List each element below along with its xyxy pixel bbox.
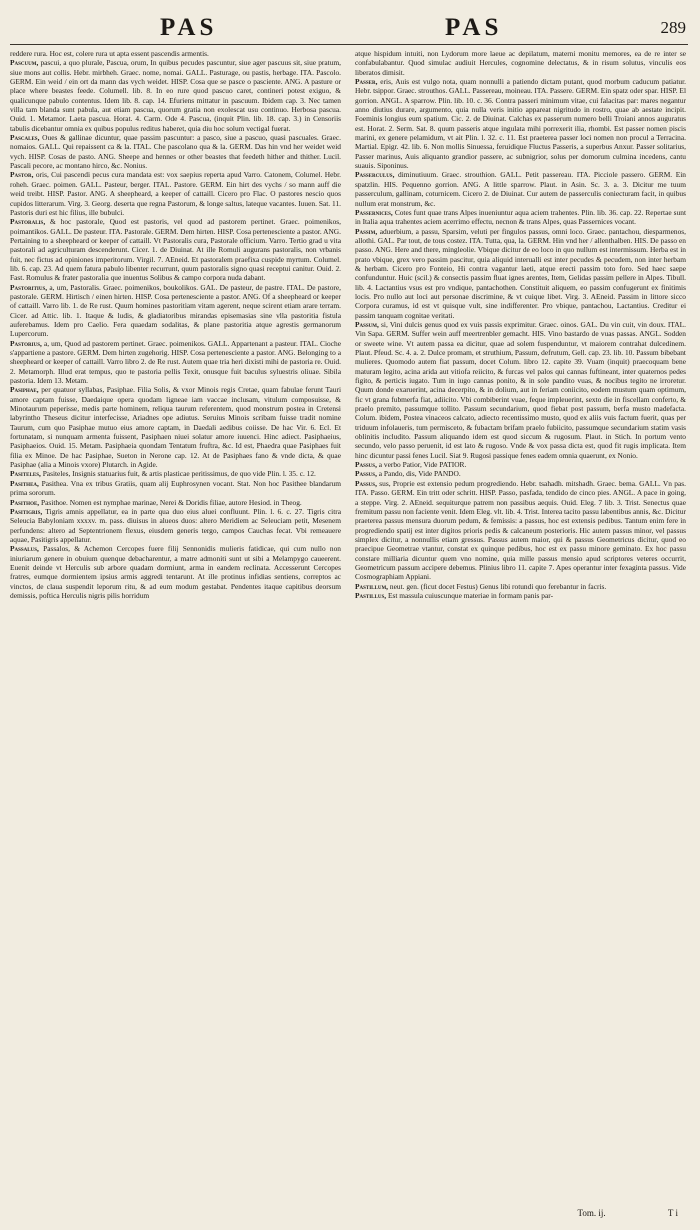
dictionary-entry	[355, 320, 686, 460]
entry-text: neut. gen. (ficut docet Festus) Genus libi rotundi quo ferebantur in facris.	[389, 581, 607, 591]
page-number: 289	[660, 18, 686, 37]
entry-headword: Pasiteles,	[10, 469, 41, 479]
entry-text: & hoc pastorale, Quod est pastoris, vel quod ad pastorem pertinet. Graec. poimenikos, poimantikos. GALL. De pasteur. ITA. Pastorale. GERM. Dem hirten. HISP. Cosa pertenesciente a pastor. ANG. Pertaining to a sheepheard or keeper of cattaill. Vt Pastoralis cura, Pastorale officium. Varro. Tertio grad u vita pastorali ad agriculturam descenderunt. Cicer. 1. de Diuinat. At ille Romuli augurans pastoralis, non vrbanis fuit, nec fictus ad opiniones imperitorum. Virgil. 7. AEneid. Et pastoralem praefixa cuspide myrtum. Columel. lib. 6. cap. 23. Ad quem fatura pabulo libenter recurrunt, quum pastoralis signo quasi receptui canitur. Ouid. 2. Fast. Romulus & frater pastoralia que inuentus Solibus & campo corpora nuda dabant.	[10, 217, 341, 283]
entry-headword: Pascales,	[10, 133, 40, 143]
entry-headword: Pastoralis,	[10, 217, 46, 227]
entry-text: sus, Proprie est extensio pedum progrediendo. Hebr. tsahadh. mitshadh. Graec. bema. GALL. Vn pas. ITA. Passo. GERM. Ein tritt oder schritt. HISP. Passo, pasfada, tendido de cinco pies. ANGL. A pace in going, a steppe. Virg. 2. AEneid. sequiturque patrem non passibus aequis. Ouid. Eleg. 7 lib. 3. Trist. Senectus quae fremitum passu non faciente venit. Idem Eleg. vlt. lib. 4. Trist. Interea tacito passu labentibus annis, &c. Dicitur praeterea passus mensura duorum pedum, & femissis: a passus, hoc est extensis pedibus. Tantum enim fere in progrediendo spatij est inter digitos prioris pedis & calcaneum posterioris. Hic autem passus minor, vel passus simplex dicitur, a nonnullis etiam gressus. Passus autem maior, qui & passus Geometricus dicitur, quod eo praecipue Geometrae vtantur, constat ex quinque pedibus, hoc est ex passu minore geminato. Ex hoc passu constare milliaria dicuntur quem vno nomine, quia mille passus mensio apud scriptores veteres occurrit, Geometricum passum accipere debemus. Plinius libro 11. capite 7. Apes operantur inter fexaginta passus. Vide Cosmographiam Appiani.	[355, 478, 686, 582]
entry-headword: Passus,	[355, 469, 377, 479]
dictionary-entry	[355, 591, 686, 600]
dictionary-entry	[355, 208, 686, 227]
entry-text: oris, Cui pascendi pecus cura mandata est: vox saepius reperta apud Varro. Catonem, Columel. Hebr. roheh. Graec. poimen. GALL. Pasteur, berger. ITAL. Pastore. GERM. Ein hirt des vychs / so mann auff die weid treibt. HISP. Pastor. ANG. A sheepheard, a keeper of cattaill. Cicero pro Flac. O pastores nescio quos cupidos litterarum. Virg. 3. Georg. deserta que regna Pastorum, & longe saltus, lateque vacantes. Iuuen. Sat. 11. Pastoris duri est hic filius, ille bubulci.	[10, 170, 341, 217]
entry-headword: Pastor,	[10, 170, 34, 180]
dictionary-entry	[10, 469, 341, 478]
entry-headword: Pasithea,	[10, 478, 39, 488]
dictionary-entry	[355, 479, 686, 582]
left-column	[10, 49, 341, 600]
dictionary-entry	[10, 217, 341, 282]
entry-headword: Passim,	[355, 226, 378, 236]
entry-headword: Passus,	[355, 478, 377, 488]
entry-text: Pasithoe. Nomen est nymphae marinae, Nerei & Doridis filiae, autore Hesiod. in Theog.	[41, 497, 302, 507]
entry-headword: Pastoritius,	[10, 282, 48, 292]
entry-text: reddere rura. Hoc est, colere rura ut apta essent pascendis armentis.	[10, 49, 209, 58]
entry-text: Oues & gallinae dicuntur, quae passim pascuntur: a pasco, siue a pascuo, quasi pascuales. Graec. nomaios. GALL. Qui repaissent ca & la. ITAL. Che pascolano qua & la. GERM. Das hin vnd her weidet weid vych. HISP. Cosas de pasto. ANG. Sheepe and hennes or other beastes that feedeth hither and thither. Lucil. Pascali pecore, ac montano hirco, &c. Nonius.	[10, 133, 341, 171]
dictionary-entry	[10, 339, 341, 386]
entry-text: eris, Auis est vulgo nota, quam nonnulli a patiendo dictam putant, quod morbum caducum patiatur. Hebr. tsippor. Graec. strouthos. GALL. Passereau, moineau. ITA. Passere. GERM. Ein spatz oder spar. HISP. El gorrion. ANGL. A sparrow. Plin. lib. 10. c. 36. Contra passeri minimum vitae, cui falacitas par: mares negantur anno diutius durare, argumento, quia nulla veris initio appareat nigritudo in rostro, quae ab aestate incipit. Foeminis longius eum spatium. Cic. 2. de Diuinat. Calchas ex passerum numero belli Troiani annos auguratus est. Horat. 2. Serm. Sat. 8. quum passeris atque ingulata mihi porrexerit ilia, rhombi. Est passer nomen piscis marini, ex genere pelamidum, vt ait Plin. l. 32. c. 11. Est praeterea passer loci nomen non procul a Terracina. Martial. Epigr. 42. lib. 6. Non mollis Sinuessa, feruidique Fluctus Passeris, a superbus Anxur. Passer solitarius, Passer marinus, Auis aliquanto grandior passere, ac subnigrior, solus per domorum culmina incedens, cantu suauis. Siponinus.	[355, 77, 686, 171]
entry-headword: Pastillus,	[355, 590, 387, 600]
right-column	[355, 49, 686, 600]
dictionary-entry	[10, 58, 341, 133]
entry-text: atque hispidum intuiti, non Lydorum more laeue ac depilatum, materni monitu memores, ea de re inter se confabulabantur. Quod simulac audiuit Hercules, cognomine delectatus, & in risum solutus, vinculis eos liberatos dimisit.	[355, 49, 686, 77]
entry-text: Est massula cuiuscunque materiae in formam panis par-	[387, 590, 554, 600]
dictionary-entry	[355, 460, 686, 469]
page-header	[10, 14, 688, 45]
dictionary-entry	[355, 582, 686, 591]
entry-text: a Pando, dis, Vide PANDO.	[378, 469, 461, 479]
entry-headword: Pasiphae,	[10, 385, 39, 395]
page-footer	[518, 1208, 678, 1218]
entry-headword: Passum,	[355, 319, 379, 329]
dictionary-entry	[10, 49, 341, 58]
entry-text: Pasithea. Vna ex tribus Gratiis, quam alij Euphrosynen vocant. Stat. Non hoc Pasithee blandarum prima sororum.	[10, 478, 341, 498]
entry-headword: Pastillum,	[355, 581, 389, 591]
volume-label: Tom. ij.	[577, 1208, 606, 1218]
entry-headword: Passerculus,	[355, 170, 395, 180]
entry-text: per quatuor syllabas, Pasiphae. Filia Solis, & vxor Minois regis Cretae, quam fabulae ferunt Tauri amore captam fuisse, Daedaique opera quodam ligneae iam vaccae inclusam, vitulum composuisse, & Minotaurum peperisse, medis parte hominem, reliqua taurum referentem, quod monstrum postea in Cretensi labyrintho Theseus dicitur interfecisse, Ariadnes ope adiutus. Seruius Minois scribam fuisse tradit nomine Taurum, cum quo Pasiphae mutuo eius amore captam, in Daedali aedibus coiisse. De hac Vir. 6. Ecl. Et fortunatam, si nunquam armenta fuissent, Pasiphaen niuei solatur amore iuuenci. Hinc adiect. Pasiphaeius, Pasiphaeios. Ouid. 15. Metam. Pasiphaeia quondam Tentatum fruftra, &c. Id est, Phaedra quae Pasiphaes fuit filia ex Minoe. De hac Pasiphae, Sueton in Nerone cap. 12. At de Pasiphaes fano & vnde dicta, & quae Pasiphae (alia a Minois vxore) Plutarch. in Agide.	[10, 385, 341, 470]
dictionary-entry	[355, 227, 686, 320]
entry-text: a, um, Quod ad pastorem pertinet. Graec. poimenikos. GALL. Appartenant a pasteur. ITAL. Cioche s'appartiene a pastore. GERM. Dem hirten zugehorig. HISP. Cosa pertenesciente a pastor. ANG. Belonging to a sheepheard or keeper of cattaill. Varro libro 2. de Re rust. Autem quae tria heri dixisti mihi de pastoria re. Ouid. 2. Metamorph. Illud erat tempus, quo te pastoria pellis Texit, onusque fuit baculus syluestris oliuae. Sibila pastoria. Idem 13. Metam.	[10, 338, 341, 386]
dictionary-entry	[355, 49, 686, 77]
dictionary-entry	[355, 469, 686, 478]
dictionary-entry	[10, 498, 341, 507]
two-column-body	[10, 49, 688, 600]
dictionary-entry	[10, 385, 341, 469]
entry-headword: Passalus,	[10, 544, 39, 554]
entry-text: diminutiuum. Graec. strouthion. GALL. Petit passereau. ITA. Picciole passero. GERM. Ein spatzlin. HIS. Pequenno gorrion. ANG. A little sparrow. Plaut. in Asin. Sc. 3. a. 3. Dicitur me tuum passerculum, gallinam, coturnicem. Cicero 2. de Diuinat. Cur autem de passerculis coniecturam facit, in quibus nullum erat monstrum, &c.	[355, 170, 686, 208]
entry-headword: Passer,	[355, 77, 378, 87]
dictionary-entry	[10, 283, 341, 339]
entry-headword: Pascuum,	[10, 58, 39, 68]
running-head-left: PAS	[160, 14, 218, 41]
dictionary-entry	[10, 479, 341, 498]
entry-headword: Pastorius,	[10, 338, 42, 348]
entry-headword: Passus,	[355, 460, 377, 470]
dictionary-entry	[355, 170, 686, 207]
entry-text: a, um, Pastoralis. Graec. poimenikos, boukolikos. GAL. De pasteur, de pastre. ITAL. De pastore, pastorale. GERM. Hirtisch / einen hirten. HISP. Cosa pertenesciente a pastor. ANG. Of a sheepheard or keeper of cattaill. Varro lib. 1. de Re rust. Quum homines pastoritiam vitam agerent, neque scirent etiam arare terram. Cicer. ad Attic. lib. 1. Itaque & ludis, & gladiatoribus mirandas episemasias sine vlla pastoritia fistula auferebamus. Idem pro Caelio. Fera quaedam sodalitas, & plane pastoritia atque agrestis germanorum Lupercorum.	[10, 282, 341, 339]
entry-text: Tigris amnis appellatur, ea in parte qua duo eius aluei confluunt. Plin. l. 6. c. 27. Tigris citra Seleucia Babyloniam xxxxv. m. pass. diuisus in alueos duos: altero Meridiem ac Seleuciam petit, Mesenem perfundens: altero ad Septentrionem flexus, eiusdem generis tergo, campos Cauchas fecat. Vbi remeauere aquae, Pasitigris appellatur.	[10, 506, 342, 544]
dictionary-entry	[10, 507, 341, 544]
running-head-right: PAS	[445, 14, 503, 41]
entry-headword: Pasithoe,	[10, 497, 40, 507]
dictionary-entry	[10, 170, 341, 217]
dictionary-entry	[10, 133, 341, 170]
entry-text: aduerbium, a passu, Sparsim, veluti per fingulos passus, omni loco. Graec. pantachou, diesparmenos, allothi. GAL. Par tout, de tous costez. ITA. Tutta, qua, la. GERM. Hin vnd her / allenthalben. HIS. De passo en passo. ANG. Here and there, mingleolie. Vbique dicitur de eo loco in quo nullum est intermissum. Herba est in prato vbique, grex vero passim pascitur, quia aliquid interualli est inter pecudes & pecudem, non inter herbam & herbam. Cicero pro Fonteio, Hi contra vagantur laeti, atque erecti passim toto foro. Sed haec saepe confunduntur. Huic (scil.) & consectis passim fluat ignes arentes, Item, Gelidas passim pellere in Alpes. Tibull. lib. 4. Lactantius vsus est pro vndique, pantachothen. Constituit aliquem, eo passim confugerunt ex finitimis locis. Pro nullo aut loci aut personae discrimine, & vt cuique libet. Virg. 3. AEneid. Passim in littore sicco Corpora curamus, id est vt quisque vult, sine indifferenter. Pro vbique, pantachou, Lactantius. Creditur ei passim tanquam cognitae veritati.	[355, 226, 686, 320]
dictionary-entry	[10, 544, 341, 600]
entry-headword: Passernices,	[355, 207, 393, 217]
signature-mark: T i	[667, 1208, 678, 1218]
entry-text: si, Vini dulcis genus quod ex vuis passis exprimitur. Graec. oinos. GAL. Du vin cuit, vin doux. ITAL. Vin Sapa. GERM. Suffer wein auff meertrenbler gemacht. HIS. Vino bastardo de vuas passas. ANGL. Sodden or sweete wine. Vt autem passa ea dicitur, quae ad solem fuspenduntur, vt maiorem contrahat dulcedinem. Plaut. Pfeud. Sc. 4. a. 2. Dulce promam, et struthium, Passum, defrutum, Gell. cap. 23. lib. 10. Passum bibebant mulieres. Quomodo autem fiat passum, docet Colum. libro 12. capite 39. Vuam (inquit) praecoquam bene maturam legito, acina arida aut vitiofa reiicito, & furcas vel palos qui cannas fuftineant, inter quaternos pedes figito, & perticis iugato. Tum in iugo cannas ponito, & in sole pandito vuas, & nocibus tegito ne irroretur. Quum donde exaruerint, acina decerpito, & in dolium, aut in feriam coniicito, eodem mustum quam optimum, fic vt grana fubmerfa fiat, adiicito. Vbi combiberint vuae, feque impleuerint, sexto die in fiscellam conferto, & praelo premito, passumque tollito. Passum secundarium, quod fiebat post passum, berfa musto madefacta. Colum. ibidem, Postea vinaceos calcato, adiecto recentissimo musto, quod ex aliis vuis factum fuerit, quas per triduum infolaueris, tum permisceto, & fubactam brifam praelo fubiicito, passumque secundarium statim vasis oblinitis includito. Passum aliquando idem est quod siccum & rugosum. Plaut. in Stich. In portum vento secundo, velo passo peruenit, id est lato & rugoso. Vnde & vox passa dicta est, quod fit rugis implicata. Item hinc dicuntur passi fenes Lucil. Siat 9. Rugosi passique fenes eadem omnia quaerunt, ex Nonio.	[355, 319, 686, 460]
entry-text: Cotes funt quae trans Alpes inueniuntur aqua aciem trahentes. Plin. lib. 36. cap. 22. Repertae sunt in Italia aqua trahentes aciem acerrimo effectu, necnon & trans Alpes, quas Passernices vocant.	[355, 207, 686, 227]
entry-text: pascui, a quo plurale, Pascua, orum, In quibus pecudes pascuntur, siue ager pascuus sit, siue pratum, siue mons aut collis. Hebr. mirbheh. Graec. nome, nomai. GALL. Pasturage, ou pastis, herbage. ITA. Pascolo. GERM. Ein weid / ein ort da mann das vych weidet. HISP. Cosa que se pasce o pasciente. ANG. A pasture or place where beastes feede. Columell. lib. 8. In eo rure quod pascuo caret, contineri potest exiguo, & qualicunque pabulo contentus. Idem lib. 8. cap. 14. Efuriens mittatur in pascuum. Ibidem cap. 3. Nec tamen villa tam blanda sunt pabula, aut etiam pascua, quorum gratia non exolescat usu continuo. Herbosa pascua. Ouid. 1. Metamor. Laeta pascua. Horat. 4. Carm. Ode 4. Pascua, (inquit Plin. lib. 18. cap. 3.) in Censoriis tabulis dicebantur omnia ex quibus populus reditus haberet, quia diu hoc solum vectigal fuerat.	[10, 58, 341, 133]
dictionary-entry	[355, 77, 686, 170]
entry-text: a verbo Patior, Vide PATIOR.	[378, 460, 467, 470]
entry-headword: Pasitigris,	[10, 506, 43, 516]
entry-text: Pasiteles, Insignis statuarius fuit, & artis plasticae peritissimus, de quo vide Plin. l. 35. c. 12.	[42, 469, 316, 479]
entry-text: Passalos, & Achemon Cercopes fuere filij Sennonidis mulieris fatidicae, qui cum nullo non iniuriarum genere in obuium quenque debacharentur, a matre admoniti sunt ut sibi a Melampygo caueerent. Euenit deinde vt Herculis sub arbore quadam dormiunt, arma in eandem reclinata. Accesserunt Cercopes fratres, eumque dormientem ipsius armis aggredi tentarunt. At ille protinus infidias sentiens, correptos ac vinctos, de claua suspendit leporum ritu, & ad eum modum gestabat. Pendentes itaque capitibus deorsum demissis, poftica Herculis nigris pilis horridum	[10, 544, 341, 600]
